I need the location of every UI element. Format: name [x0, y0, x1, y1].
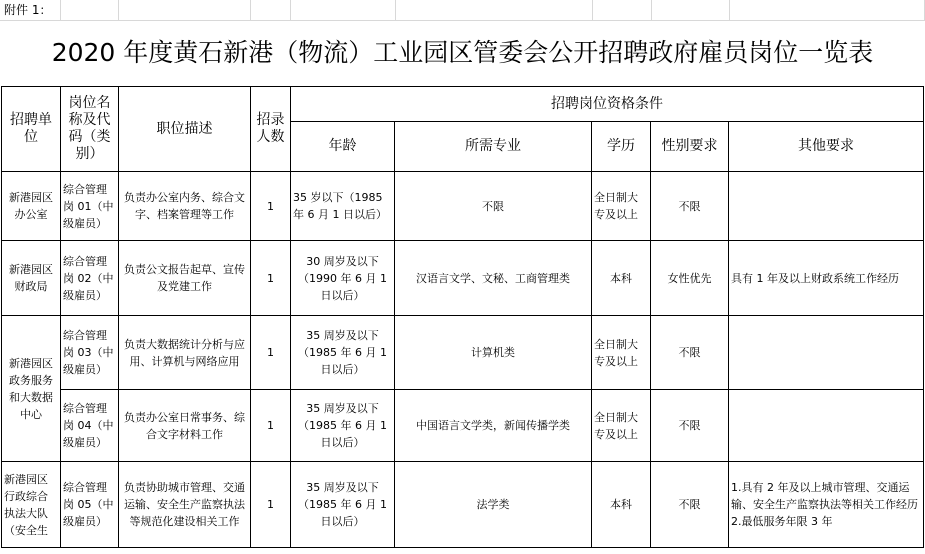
cell-education: 全日制大专及以上 [592, 390, 651, 462]
header-gender: 性别要求 [651, 122, 729, 172]
table-row [2, 390, 924, 462]
cell-major: 汉语言文学、文秘、工商管理类 [395, 241, 592, 316]
cell-gender: 不限 [651, 172, 729, 241]
cell-position: 综合管理岗 04（中级雇员） [61, 390, 119, 462]
header-other: 其他要求 [729, 122, 924, 172]
grid-divider [118, 0, 119, 20]
cell-age: 35 周岁及以下（1985 年 6 月 1 日以后） [291, 390, 395, 462]
header-position: 岗位名称及代码（类别） [61, 87, 119, 172]
cell-age: 35 岁以下（1985 年 6 月 1 日以后） [291, 172, 395, 241]
cell-description: 负责协助城市管理、交通运输、安全生产监察执法等规范化建设相关工作 [119, 462, 251, 548]
cell-position: 综合管理岗 05（中级雇员） [61, 462, 119, 548]
header-count: 招录人数 [251, 87, 291, 172]
cell-major: 法学类 [395, 462, 592, 548]
annex-label: 附件 1： [4, 3, 52, 17]
cell-education: 全日制大专及以上 [592, 316, 651, 390]
cell-position: 综合管理岗 03（中级雇员） [61, 316, 119, 390]
table-row [2, 241, 924, 316]
header-qualifications: 招聘岗位资格条件 [291, 87, 924, 122]
recruitment-table [1, 86, 924, 548]
cell-count: 1 [251, 172, 291, 241]
grid-divider [250, 0, 251, 20]
cell-education: 全日制大专及以上 [592, 172, 651, 241]
header-description: 职位描述 [119, 87, 251, 172]
cell-unit: 新港园区政务服务和大数据中心 [2, 316, 61, 462]
table-row [2, 462, 924, 548]
cell-major: 不限 [395, 172, 592, 241]
header-major: 所需专业 [395, 122, 592, 172]
cell-description: 负责办公室内务、综合文字、档案管理等工作 [119, 172, 251, 241]
cell-description: 负责办公室日常事务、综合文字材料工作 [119, 390, 251, 462]
cell-other: 具有 1 年及以上财政系统工作经历 [729, 241, 924, 316]
cell-gender: 不限 [651, 316, 729, 390]
grid-divider [290, 0, 291, 20]
grid-divider [60, 0, 61, 20]
cell-count: 1 [251, 316, 291, 390]
cell-other [729, 390, 924, 462]
cell-education: 本科 [592, 462, 651, 548]
header-education: 学历 [592, 122, 651, 172]
cell-major: 计算机类 [395, 316, 592, 390]
cell-description: 负责公文报告起草、宣传及党建工作 [119, 241, 251, 316]
cell-gender: 不限 [651, 462, 729, 548]
cell-count: 1 [251, 241, 291, 316]
header-unit: 招聘单位 [2, 87, 61, 172]
grid-divider [729, 0, 730, 20]
cell-other: 1.具有 2 年及以上城市管理、交通运输、安全生产监察执法等相关工作经历 2.最低服务年限 3 年 [729, 462, 924, 548]
cell-major: 中国语言文学类，新闻传播学类 [395, 390, 592, 462]
cell-age: 35 周岁及以下（1985 年 6 月 1 日以后） [291, 462, 395, 548]
grid-divider [651, 0, 652, 20]
cell-count: 1 [251, 462, 291, 548]
grid-divider [395, 0, 396, 20]
header-age: 年龄 [291, 122, 395, 172]
cell-unit: 新港园区行政综合执法大队（安全生 [2, 462, 61, 548]
page-title: 2020 年度黄石新港（物流）工业园区管委会公开招聘政府雇员岗位一览表 [51, 38, 874, 67]
cell-age: 30 周岁及以下（1990 年 6 月 1 日以后） [291, 241, 395, 316]
cell-unit: 新港园区办公室 [2, 172, 61, 241]
cell-count: 1 [251, 390, 291, 462]
cell-other [729, 172, 924, 241]
cell-gender: 女性优先 [651, 241, 729, 316]
spreadsheet-top-row [0, 0, 925, 21]
grid-divider [592, 0, 593, 20]
cell-position: 综合管理岗 02（中级雇员） [61, 241, 119, 316]
cell-other [729, 316, 924, 390]
cell-education: 本科 [592, 241, 651, 316]
table-row [2, 316, 924, 390]
table-row [2, 172, 924, 241]
cell-description: 负责大数据统计分析与应用、计算机与网络应用 [119, 316, 251, 390]
cell-position: 综合管理岗 01（中级雇员） [61, 172, 119, 241]
cell-gender: 不限 [651, 390, 729, 462]
cell-age: 35 周岁及以下（1985 年 6 月 1 日以后） [291, 316, 395, 390]
cell-unit: 新港园区财政局 [2, 241, 61, 316]
